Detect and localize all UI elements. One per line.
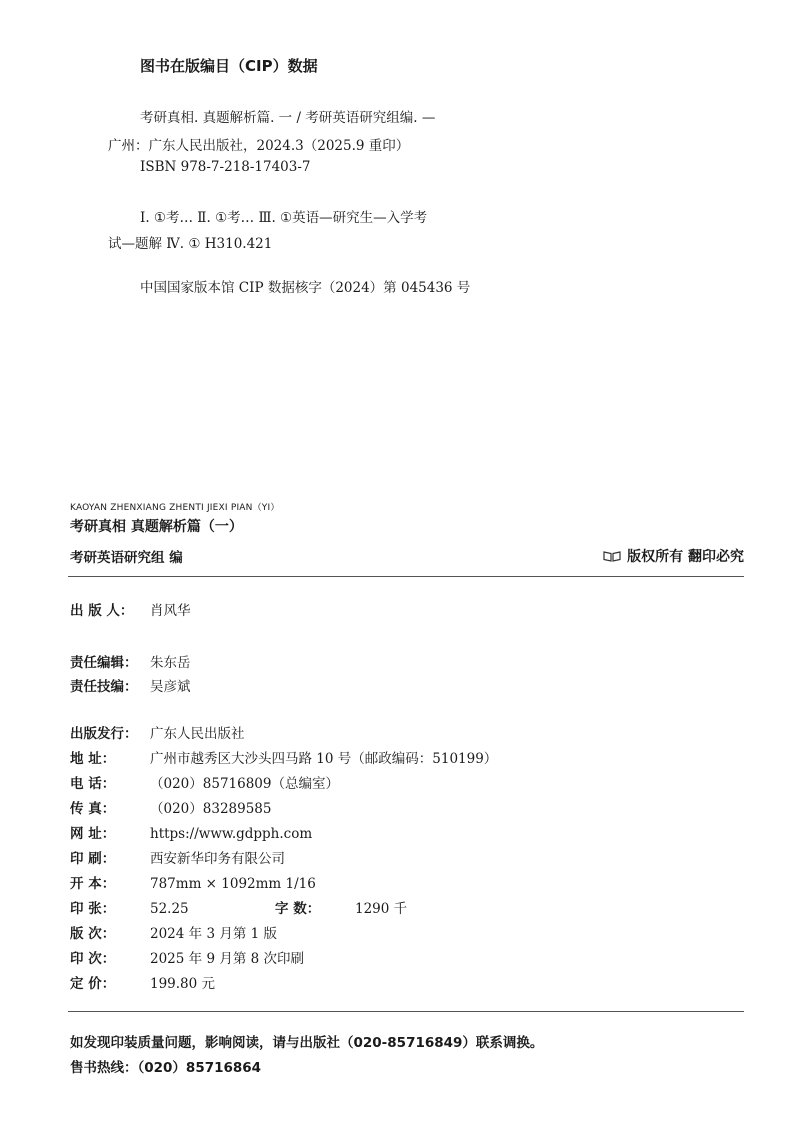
detail-key: 责任编辑： <box>70 655 138 671</box>
detail-value: 吴彦斌 <box>150 679 191 695</box>
detail-value: 199.80 元 <box>150 976 216 992</box>
sales-hotline: 售书热线：（020）85716864 <box>70 1060 262 1076</box>
detail-key: 印 刷： <box>70 851 116 867</box>
detail-price <box>70 972 215 994</box>
detail-fax <box>70 797 271 819</box>
cip-line-1: 考研真相. 真题解析篇. 一 / 考研英语研究组编. — <box>140 110 436 126</box>
word-count-key: 字 数： <box>275 901 321 917</box>
detail-format <box>70 872 316 894</box>
detail-value: 2024 年 3 月第 1 版 <box>150 926 277 942</box>
cip-line-4: Ⅰ. ①考… Ⅱ. ①考… Ⅲ. ①英语—研究生—入学考 <box>140 210 428 226</box>
detail-sheets <box>70 897 407 919</box>
detail-value: （020）83289585 <box>150 801 272 817</box>
cip-line-5: 试—题解 Ⅳ. ① H310.421 <box>108 236 273 252</box>
detail-printing <box>70 947 304 969</box>
open-book-icon <box>603 550 621 562</box>
book-title: 考研真相 真题解析篇（一） <box>70 519 243 535</box>
detail-key: 版 次： <box>70 926 116 942</box>
divider-top <box>68 576 744 577</box>
word-count-value: 1290 千 <box>355 901 408 917</box>
quality-notice: 如发现印装质量问题，影响阅读，请与出版社（020-85716849）联系调换。 <box>70 1035 544 1051</box>
detail-key: 传 真： <box>70 801 116 817</box>
book-author: 考研英语研究组 编 <box>70 550 183 566</box>
detail-value: 西安新华印务有限公司 <box>150 851 285 867</box>
detail-edition <box>70 922 277 944</box>
cip-heading: 图书在版编目（CIP）数据 <box>140 57 318 75</box>
detail-tech-editor <box>70 675 191 697</box>
detail-editor <box>70 651 191 673</box>
detail-phone <box>70 772 339 794</box>
detail-key: 网 址： <box>70 826 116 842</box>
divider-bottom <box>68 1011 744 1012</box>
detail-key: 印 张： <box>70 901 116 917</box>
detail-value: 广州市越秀区大沙头四马路 10 号（邮政编码：510199） <box>150 751 498 767</box>
detail-key: 地 址： <box>70 751 116 767</box>
detail-value: 787mm × 1092mm 1/16 <box>150 876 316 892</box>
detail-key: 出版发行： <box>70 726 138 742</box>
detail-value: 52.25 <box>150 901 189 917</box>
detail-value: https://www.gdpph.com <box>150 826 313 842</box>
detail-publisher-person <box>70 599 191 621</box>
detail-address <box>70 747 497 769</box>
rights-text: 版权所有 翻印必究 <box>627 549 744 565</box>
cip-line-2: 广州：广东人民出版社，2024.3（2025.9 重印） <box>108 138 410 154</box>
cip-line-3: ISBN 978-7-218-17403-7 <box>140 159 311 175</box>
detail-value: 肖风华 <box>150 603 191 619</box>
rights-notice <box>603 546 744 566</box>
detail-value: 2025 年 9 月第 8 次印刷 <box>150 951 304 967</box>
cip-line-6: 中国国家版本馆 CIP 数据核字（2024）第 045436 号 <box>140 280 471 296</box>
detail-key: 出 版 人： <box>70 603 134 619</box>
detail-printer <box>70 847 285 869</box>
detail-value: 朱东岳 <box>150 655 191 671</box>
detail-key: 开 本： <box>70 876 116 892</box>
detail-website <box>70 822 312 844</box>
detail-key: 印 次： <box>70 951 116 967</box>
detail-distributor <box>70 722 245 744</box>
detail-value: （020）85716809（总编室） <box>150 776 339 792</box>
book-pinyin-title: KAOYAN ZHENXIANG ZHENTI JIEXI PIAN（YI） <box>70 503 280 513</box>
detail-key: 责任技编： <box>70 679 138 695</box>
detail-key: 电 话： <box>70 776 116 792</box>
detail-key: 定 价： <box>70 976 116 992</box>
detail-value: 广东人民出版社 <box>150 726 245 742</box>
